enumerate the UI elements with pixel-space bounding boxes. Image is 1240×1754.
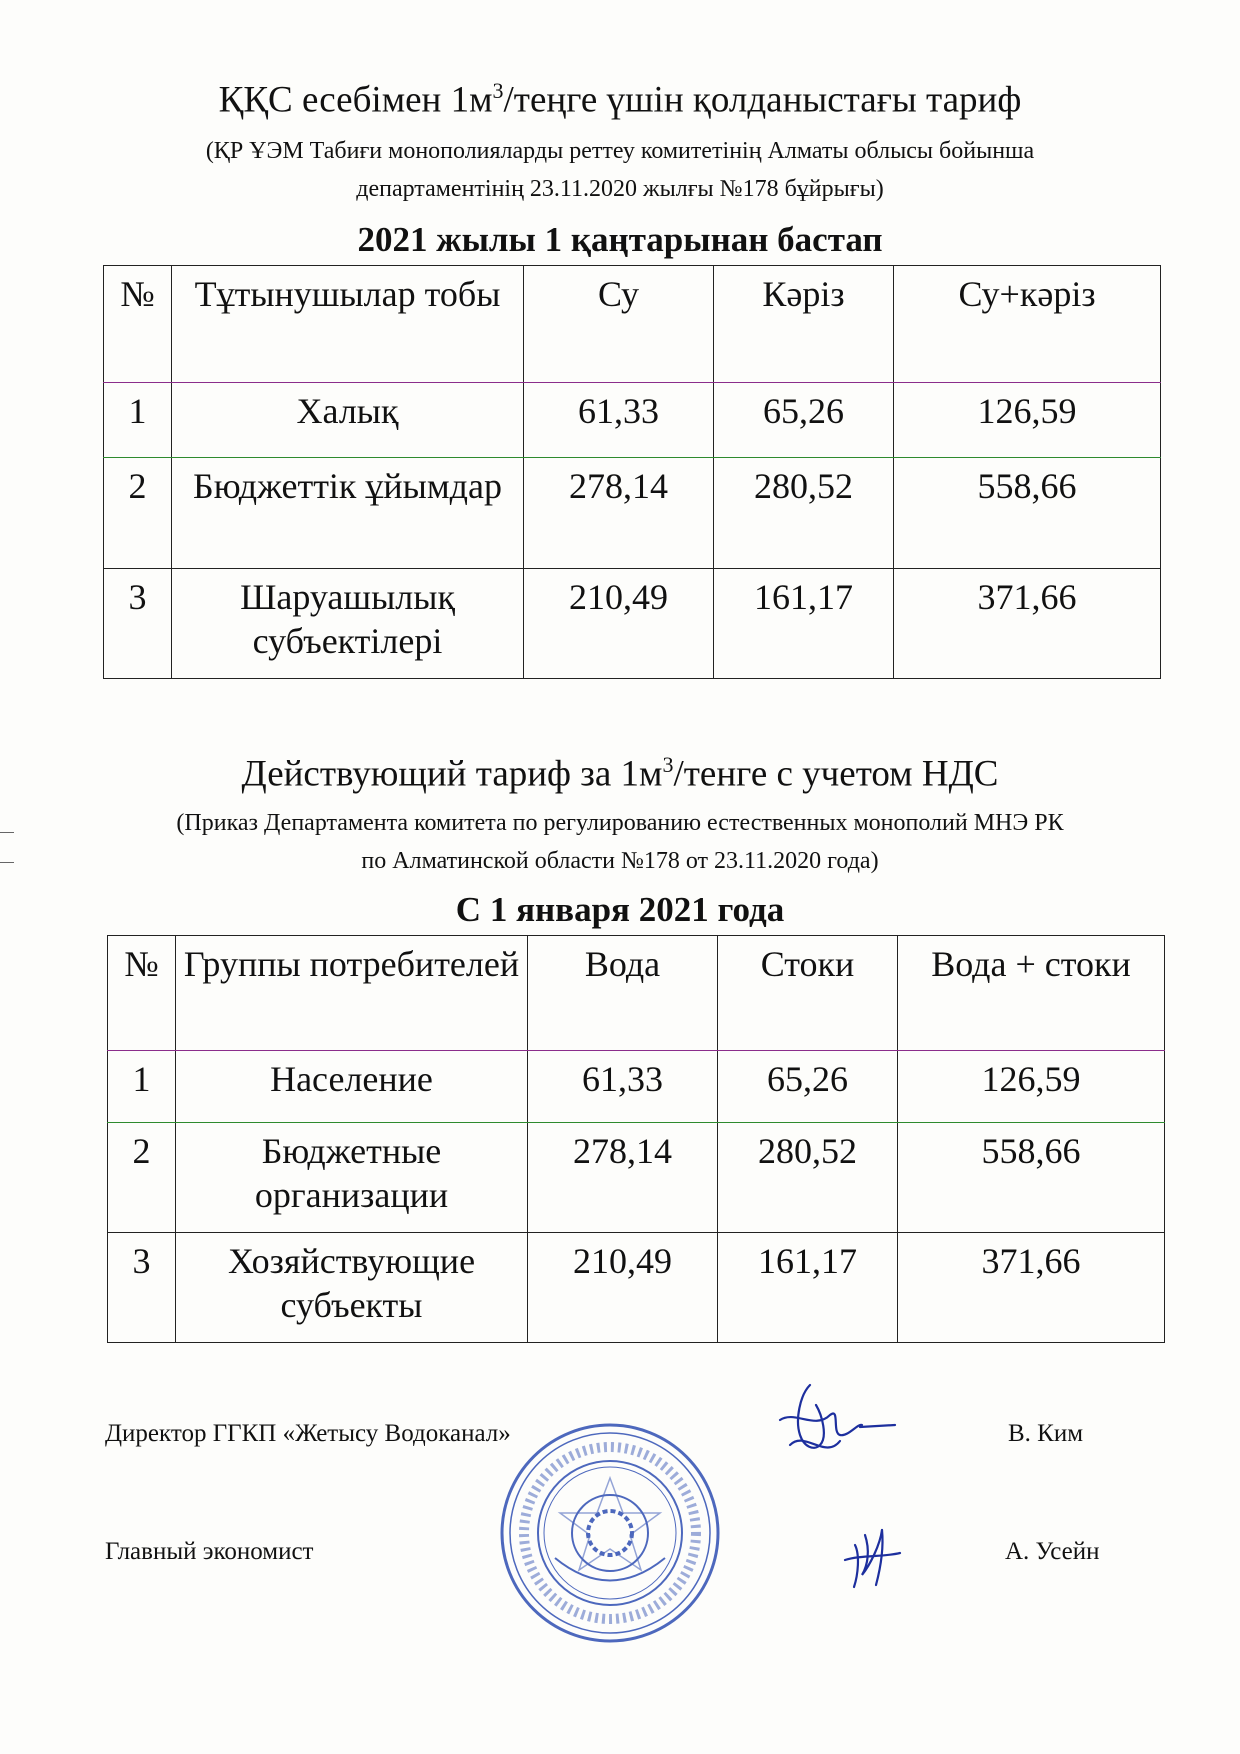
- row-water: 210,49: [524, 569, 714, 679]
- row-group: Бюджеттік ұйымдар: [172, 458, 524, 569]
- ru-title-sup: 3: [662, 752, 674, 777]
- kz-title: [0, 78, 1240, 121]
- header-total: Су+кәріз: [894, 266, 1161, 383]
- economist-title: Главный экономист: [105, 1538, 314, 1565]
- economist-name: А. Усейн: [1005, 1538, 1100, 1565]
- row-total: 371,66: [894, 569, 1161, 679]
- table-row: [108, 1233, 1165, 1343]
- row-water: 61,33: [528, 1051, 718, 1123]
- ru-tariff-table: [107, 935, 1165, 1343]
- header-no: №: [108, 936, 176, 1051]
- row-no: 2: [108, 1123, 176, 1233]
- ru-title: [0, 752, 1240, 795]
- director-name: В. Ким: [1008, 1420, 1084, 1447]
- ru-title-prefix: Действующий тариф за 1м: [241, 753, 663, 795]
- row-total: 371,66: [898, 1233, 1165, 1343]
- row-sewer: 65,26: [714, 383, 894, 458]
- ru-source-line-1: (Приказ Департамента комитета по регулированию естественных монополий МНЭ РК: [176, 810, 1064, 836]
- kz-effective-date: 2021 жылы 1 қаңтарынан бастап: [357, 220, 883, 259]
- row-total: 558,66: [894, 458, 1161, 569]
- row-no: 1: [108, 1051, 176, 1123]
- ru-source-line-2: по Алматинской области №178 от 23.11.2020 года): [361, 848, 879, 874]
- kz-title-sup: 3: [492, 78, 504, 103]
- table-row: [104, 569, 1161, 679]
- row-water: 278,14: [524, 458, 714, 569]
- ru-effective-date: С 1 января 2021 года: [455, 890, 785, 929]
- kz-source-line-2: департаментінің 23.11.2020 жылғы №178 бұйрығы): [356, 176, 884, 202]
- kz-tariff-table: [103, 265, 1161, 679]
- row-no: 3: [104, 569, 172, 679]
- row-water: 278,14: [528, 1123, 718, 1233]
- table-row: [104, 383, 1161, 458]
- row-sewer: 161,17: [718, 1233, 898, 1343]
- row-water: 210,49: [528, 1233, 718, 1343]
- kz-title-suffix: /теңге үшін қолданыстағы тариф: [503, 79, 1022, 121]
- header-water: Су: [524, 266, 714, 383]
- header-total: Вода + стоки: [898, 936, 1165, 1051]
- row-group: Шаруашылық субъектілері: [172, 569, 524, 679]
- table-header-row: [108, 936, 1165, 1051]
- kz-title-prefix: ҚҚС есебімен 1м: [218, 79, 493, 121]
- row-sewer: 65,26: [718, 1051, 898, 1123]
- row-total: 126,59: [898, 1051, 1165, 1123]
- row-total: 126,59: [894, 383, 1161, 458]
- director-title: Директор ГГКП «Жетысу Водоканал»: [105, 1420, 511, 1447]
- row-no: 2: [104, 458, 172, 569]
- row-sewer: 280,52: [714, 458, 894, 569]
- row-group: Население: [176, 1051, 528, 1123]
- row-sewer: 280,52: [718, 1123, 898, 1233]
- director-signature-icon: [770, 1375, 900, 1470]
- header-group: Тұтынушылар тобы: [172, 266, 524, 383]
- ru-title-suffix: /тенге с учетом НДС: [673, 753, 999, 795]
- header-sewer: Стоки: [718, 936, 898, 1051]
- scan-mark: [0, 862, 14, 863]
- economist-signature-icon: [840, 1515, 920, 1595]
- kz-source-line-1: (ҚР ҰЭМ Табиғи монополияларды реттеу комитетінің Алматы облысы бойынша: [205, 138, 1035, 164]
- table-row: [108, 1051, 1165, 1123]
- header-sewer: Кәріз: [714, 266, 894, 383]
- row-no: 1: [104, 383, 172, 458]
- header-water: Вода: [528, 936, 718, 1051]
- row-water: 61,33: [524, 383, 714, 458]
- row-group: Халық: [172, 383, 524, 458]
- table-row: [104, 458, 1161, 569]
- header-group: Группы потребителей: [176, 936, 528, 1051]
- row-no: 3: [108, 1233, 176, 1343]
- table-row: [108, 1123, 1165, 1233]
- row-total: 558,66: [898, 1123, 1165, 1233]
- scan-mark: [0, 832, 14, 833]
- row-group: Хозяйствующие субъекты: [176, 1233, 528, 1343]
- official-stamp-icon: [495, 1418, 725, 1648]
- row-sewer: 161,17: [714, 569, 894, 679]
- row-group: Бюджетные организации: [176, 1123, 528, 1233]
- table-header-row: [104, 266, 1161, 383]
- header-no: №: [104, 266, 172, 383]
